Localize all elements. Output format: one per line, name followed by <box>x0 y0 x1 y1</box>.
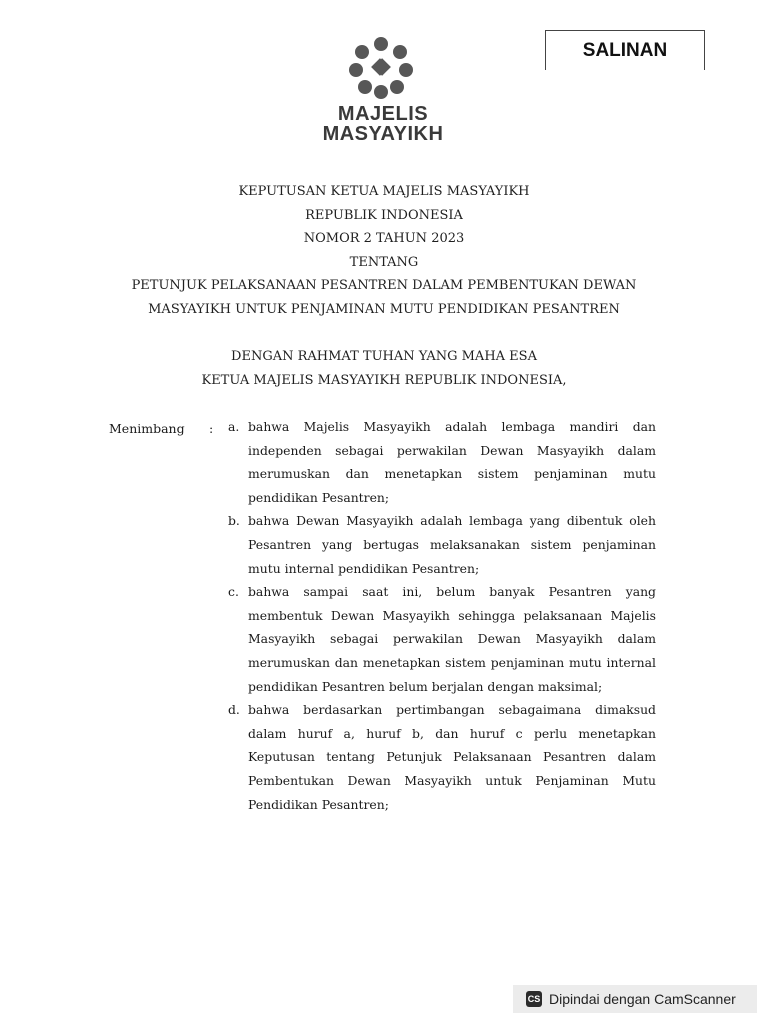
list-item <box>228 415 656 509</box>
list-item <box>228 698 656 816</box>
list-item <box>228 509 656 580</box>
item-letter: a. <box>228 419 240 434</box>
majelis-masyayikh-logo-icon <box>347 34 415 100</box>
salinan-stamp: SALINAN <box>545 30 705 70</box>
title-line-6: MASYAYIKH UNTUK PENJAMINAN MUTU PENDIDIKAN PESANTREN <box>148 301 620 317</box>
camscanner-icon: CS <box>526 991 542 1007</box>
camscanner-label: Dipindai dengan CamScanner <box>549 991 736 1007</box>
title-line-4: TENTANG <box>349 254 419 270</box>
title-line-2: REPUBLIK INDONESIA <box>305 207 463 223</box>
logo-line-2: MASYAYIKH <box>322 123 444 145</box>
item-text: bahwa sampai saat ini, belum banyak Pesantren yang membentuk Dewan Masyayikh sehingga pelaksanaan Majelis Masyayikh sebagai perwakilan Dewan Masyayikh dalam merumuskan dan menetapkan sistem penjaminan mutu internal pendidikan Pesantren belum berjalan dengan maksimal; <box>248 584 656 694</box>
greeting-line-2: KETUA MAJELIS MASYAYIKH REPUBLIK INDONESIA, <box>201 372 567 388</box>
considering-colon: : <box>209 421 214 436</box>
title-line-3: NOMOR 2 TAHUN 2023 <box>303 231 465 247</box>
list-item <box>228 580 656 698</box>
item-letter: b. <box>228 513 240 529</box>
greeting-line-1: DENGAN RAHMAT TUHAN YANG MAHA ESA <box>231 349 537 364</box>
considering-label: Menimbang <box>109 421 185 436</box>
item-letter: d. <box>228 702 240 718</box>
greeting <box>0 345 768 392</box>
decree-title <box>0 180 768 322</box>
title-line-5: PETUNJUK PELAKSANAAN PESANTREN DALAM PEMBENTUKAN DEWAN <box>131 278 637 294</box>
item-letter: c. <box>228 584 239 600</box>
logo-line-1: MAJELIS <box>337 103 429 125</box>
item-text: bahwa berdasarkan pertimbangan sebagaimana dimaksud dalam huruf a, huruf b, dan huruf c perlu menetapkan Keputusan tentang Petunjuk Pelaksanaan Pesantren dalam Pembentukan Dewan Masyayikh untuk Penjaminan Mutu Pendidikan Pesantren; <box>248 702 656 812</box>
title-line-1: KEPUTUSAN KETUA MAJELIS MASYAYIKH <box>238 184 530 199</box>
item-text: bahwa Dewan Masyayikh adalah lembaga yang dibentuk oleh Pesantren yang bertugas melaksanakan sistem penjaminan mutu internal pendidikan Pesantren; <box>248 513 656 576</box>
item-text: bahwa Majelis Masyayikh adalah lembaga mandiri dan independen sebagai perwakilan Dewan Masyayikh dalam merumuskan dan menetapkan sistem penjaminan mutu pendidikan Pesantren; <box>248 419 656 505</box>
considering-list <box>228 415 656 816</box>
logo-wordmark <box>300 104 466 144</box>
camscanner-footer <box>513 985 757 1013</box>
